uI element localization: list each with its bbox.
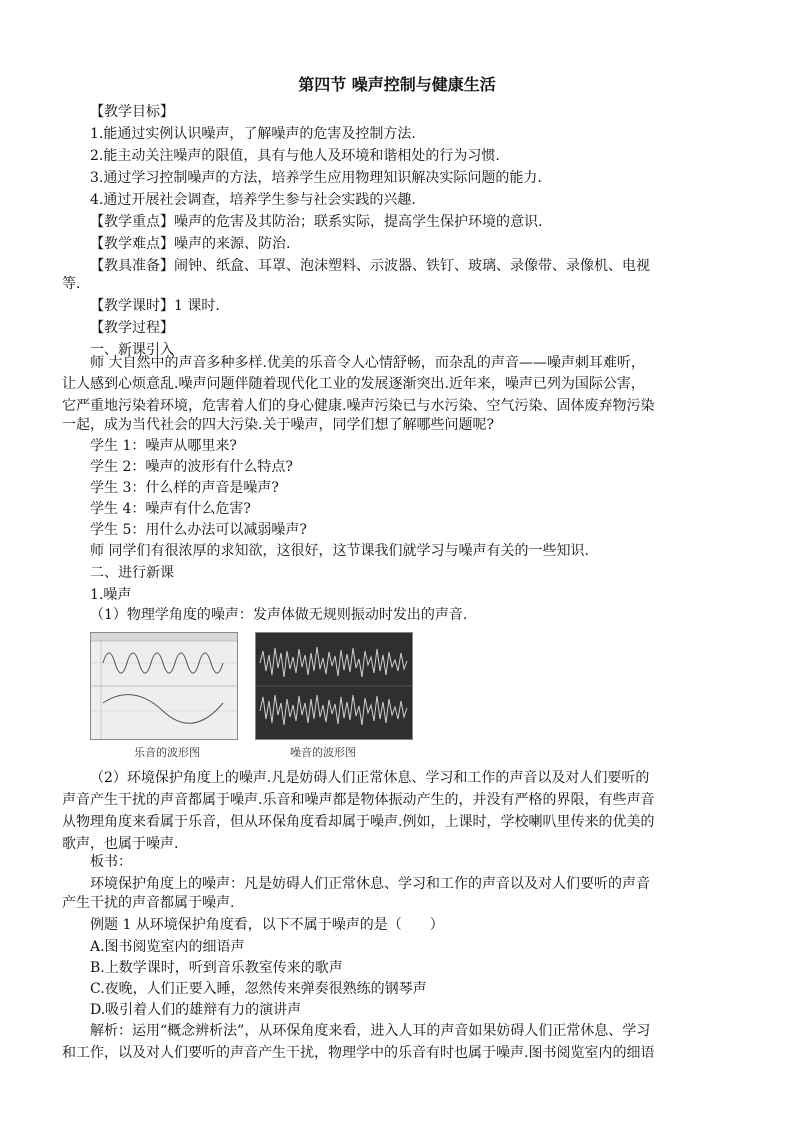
text-line: 等. [62,276,81,292]
noise-waveform-image [255,632,413,740]
text-line: 3.通过学习控制噪声的方法，培养学生应用物理知识解决实际问题的能力. [90,170,542,186]
text-line: 歌声，也属于噪声. [62,836,179,852]
text-line: 解析：运用“概念辨析法”，从环保角度来看，进入人耳的声音如果妨碍人们正常休息、学习 [90,1023,651,1039]
text-line: 学生 1：噪声从哪里来? [90,438,237,454]
text-line: 【教具准备】闹钟、纸盒、耳罩、泡沫塑料、示波器、铁钉、玻璃、录像带、录像机、电视 [90,258,650,274]
text-line: 【教学课时】1 课时. [90,298,220,314]
text-line: 师 同学们有很浓厚的求知欲，这很好，这节课我们就学习与噪声有关的一些知识. [90,543,589,559]
text-line: 【教学目标】 [90,104,174,120]
text-line: 从物理角度来看属于乐音，但从环保角度看却属于噪声.例如，上课时，学校喇叭里传来的优美的 [62,814,655,830]
music-waveform-caption: 乐音的波形图 [134,746,200,759]
text-line: 声音产生干扰的声音都属于噪声.乐音和噪声都是物体振动产生的，并没有严格的界限，有些声音 [62,792,655,808]
text-line: C.夜晚，人们正要入睡，忽然传来弹奏很熟练的钢琴声 [90,981,427,997]
text-line: 学生 5：用什么办法可以减弱噪声? [90,522,307,538]
text-line: （1）物理学角度的噪声：发声体做无规则振动时发出的声音. [90,607,468,623]
music-waveform-image [90,632,238,740]
text-line: 例题 1 从环境保护角度看，以下不属于噪声的是（ ） [90,917,444,933]
text-line: D.吸引着人们的雄辩有力的演讲声 [90,1002,302,1018]
text-line: 产生干扰的声音都属于噪声. [62,895,235,911]
noise-waveform-caption: 噪音的波形图 [290,746,356,759]
text-line: 4.通过开展社会调查，培养学生参与社会实践的兴趣. [90,192,416,208]
text-line: 【教学过程】 [90,320,174,336]
text-line: 和工作，以及对人们要听的声音产生干扰，物理学中的乐音有时也属于噪声.图书阅览室内的细语 [62,1045,655,1061]
text-line: 一、新课引入 [90,342,174,358]
text-line: 【教学难点】噪声的来源、防治. [90,236,291,252]
text-line: 师 大自然中的声音多种多样.优美的乐音令人心情舒畅，而杂乱的声音——噪声刺耳难听， [90,355,645,371]
waveform-figure [90,632,450,762]
text-line: 板书： [90,854,132,870]
text-line: 1.能通过实例认识噪声，了解噪声的危害及控制方法. [90,126,416,142]
text-line: 让人感到心烦意乱.噪声问题伴随着现代化工业的发展逐渐突出.近年来，噪声已列为国际公害， [62,376,645,392]
text-line: 学生 4：噪声有什么危害? [90,501,251,517]
text-line: （2）环境保护角度上的噪声.凡是妨碍人们正常休息、学习和工作的声音以及对人们要听的 [90,770,650,786]
text-line: 二、进行新课 [90,565,174,581]
text-line: 一起，成为当代社会的四大污染.关于噪声，同学们想了解哪些问题呢? [62,417,494,433]
text-line: A.图书阅览室内的细语声 [90,939,245,955]
text-line: 它严重地污染着环境，危害着人们的身心健康.噪声污染已与水污染、空气污染、固体废弃物污染 [62,398,655,414]
text-line: B.上数学课时，听到音乐教室传来的歌声 [90,960,343,976]
text-line: 2.能主动关注噪声的限值，具有与他人及环境和谐相处的行为习惯. [90,148,500,164]
text-line: 环境保护角度上的噪声：凡是妨碍人们正常休息、学习和工作的声音以及对人们要听的声音 [90,876,650,892]
text-line: 【教学重点】噪声的危害及其防治；联系实际，提高学生保护环境的意识. [90,214,543,230]
text-line: 学生 2：噪声的波形有什么特点? [90,459,293,475]
text-line: 1.噪声 [90,587,132,603]
page-title: 第四节 噪声控制与健康生活 [298,75,496,94]
text-line: 学生 3：什么样的声音是噪声? [90,480,279,496]
